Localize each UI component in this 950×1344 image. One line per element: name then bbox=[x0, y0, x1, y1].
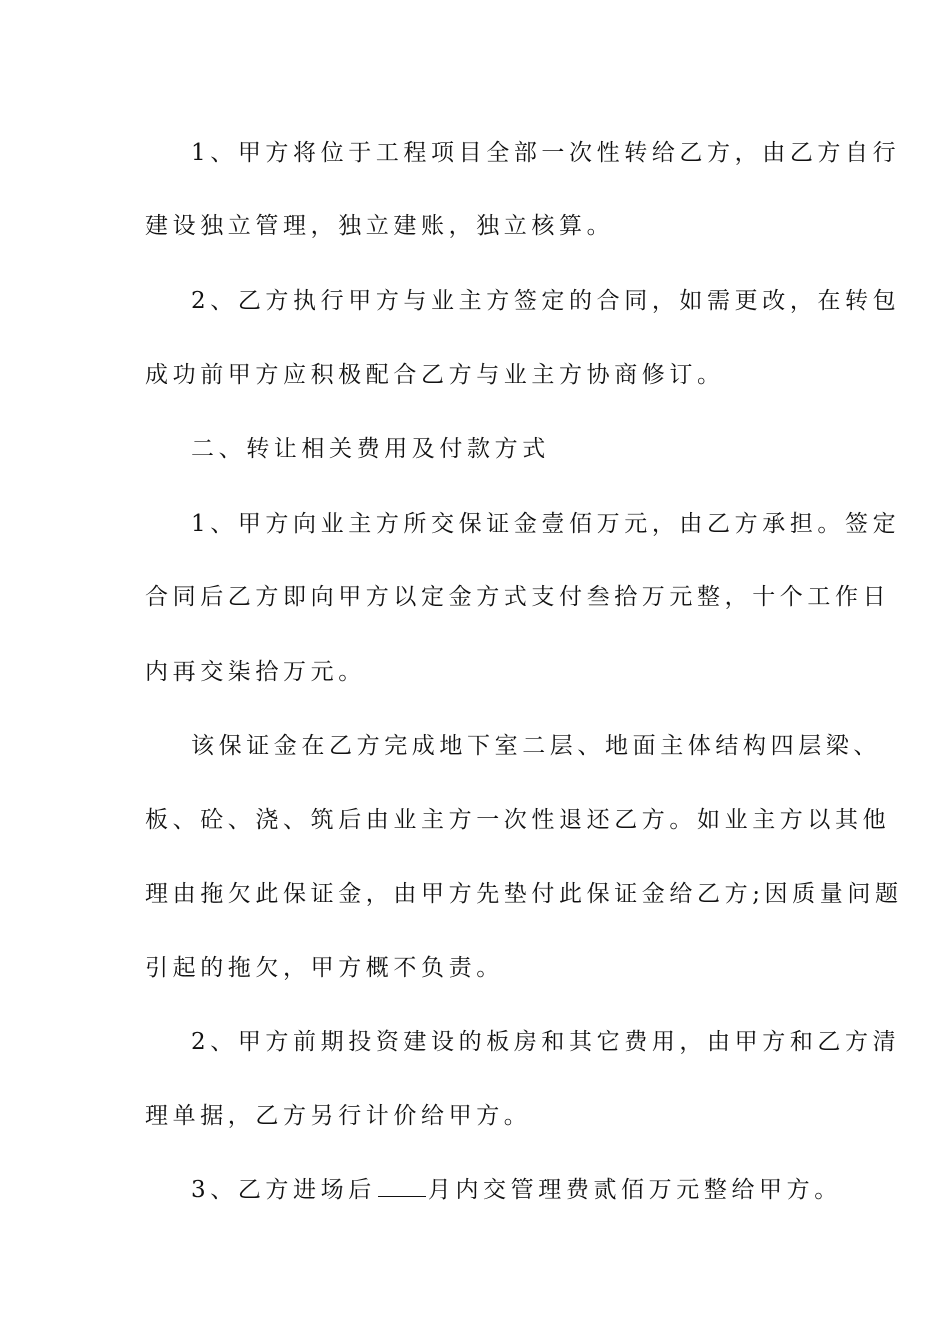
paragraph-1-line-2: 建设独立管理，独立建账，独立核算。 bbox=[145, 213, 615, 239]
paragraph-3-line-2: 合同后乙方即向甲方以定金方式支付叁拾万元整，十个工作日 bbox=[145, 584, 891, 610]
paragraph-2-line-1: 2、乙方执行甲方与业主方签定的合同，如需更改，在转包 bbox=[191, 288, 901, 314]
paragraph-6-text-before: 3、乙方进场后 bbox=[191, 1177, 376, 1203]
paragraph-3-line-1: 1、甲方向业主方所交保证金壹佰万元，由乙方承担。签定 bbox=[191, 511, 901, 537]
paragraph-1-line-1: 1、甲方将位于工程项目全部一次性转给乙方，由乙方自行 bbox=[191, 140, 901, 166]
section-heading: 二、转让相关费用及付款方式 bbox=[191, 436, 550, 462]
paragraph-4-line-2: 板、砼、浇、筑后由业主方一次性退还乙方。如业主方以其他 bbox=[145, 807, 891, 833]
paragraph-5-line-1: 2、甲方前期投资建设的板房和其它费用，由甲方和乙方清 bbox=[191, 1029, 901, 1055]
paragraph-3-line-3: 内再交柒拾万元。 bbox=[145, 659, 366, 685]
paragraph-6-text-after: 月内交管理费贰佰万元整给甲方。 bbox=[427, 1177, 842, 1203]
paragraph-2-line-2: 成功前甲方应积极配合乙方与业主方协商修订。 bbox=[145, 362, 725, 388]
paragraph-4-line-1: 该保证金在乙方完成地下室二层、地面主体结构四层梁、 bbox=[191, 733, 881, 759]
paragraph-5-line-2: 理单据，乙方另行计价给甲方。 bbox=[145, 1103, 532, 1129]
paragraph-4-line-3: 理由拖欠此保证金，由甲方先垫付此保证金给乙方;因质量问题 bbox=[145, 881, 903, 907]
paragraph-6-line-1 bbox=[0, 1170, 950, 1210]
fill-in-blank bbox=[378, 1172, 426, 1197]
paragraph-4-line-4: 引起的拖欠，甲方概不负责。 bbox=[145, 955, 504, 981]
